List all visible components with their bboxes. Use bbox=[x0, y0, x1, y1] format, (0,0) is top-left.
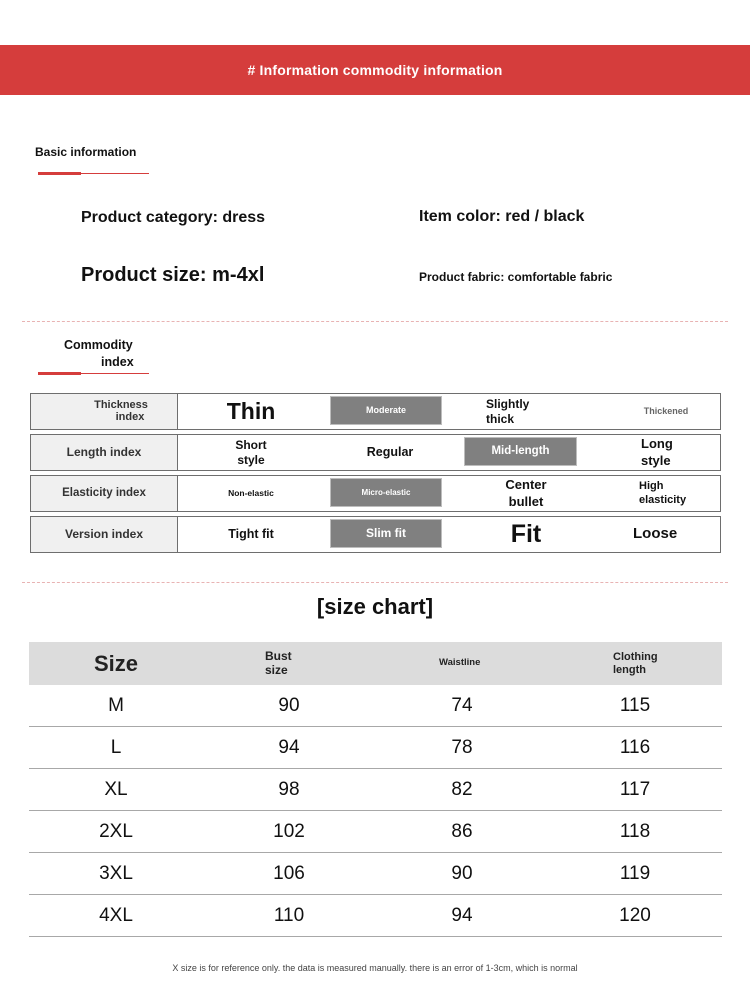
basic-info-heading: Basic information bbox=[35, 145, 137, 159]
option-slim-fit-selected: Slim fit bbox=[330, 519, 442, 548]
center-bullet-line2: bullet bbox=[508, 493, 544, 509]
cell-size: L bbox=[110, 736, 122, 758]
basic-info-underline bbox=[38, 173, 149, 174]
table-row bbox=[29, 727, 722, 769]
header-clothing-length bbox=[613, 642, 658, 685]
slightly-thick-line2: thick bbox=[486, 411, 515, 426]
cell-waist: 94 bbox=[451, 904, 473, 926]
option-micro-elastic-selected: Micro-elastic bbox=[330, 478, 442, 507]
thickness-index-label bbox=[31, 394, 178, 429]
size-chart-title: [size chart] bbox=[316, 594, 434, 619]
table-row bbox=[29, 685, 722, 727]
length-line1: Clothing bbox=[613, 650, 658, 663]
version-index-label: Version index bbox=[31, 517, 178, 552]
banner-title: # Information commodity information bbox=[247, 62, 503, 78]
section-divider-2 bbox=[22, 582, 728, 583]
cell-length: 117 bbox=[619, 778, 651, 800]
commodity-index-underline bbox=[38, 373, 149, 374]
cell-size: 4XL bbox=[99, 904, 133, 926]
commodity-index-heading bbox=[64, 337, 134, 371]
product-size: Product size: m-4xl bbox=[81, 264, 265, 286]
cell-bust: 102 bbox=[273, 820, 305, 842]
cell-size: XL bbox=[104, 778, 128, 800]
option-center-bullet bbox=[486, 476, 566, 511]
thickness-index-row bbox=[30, 393, 721, 430]
cell-waist: 78 bbox=[451, 736, 473, 758]
cell-size: M bbox=[108, 694, 124, 716]
high-elasticity-line2: elasticity bbox=[639, 493, 687, 506]
option-high-elasticity bbox=[639, 476, 709, 511]
table-row bbox=[29, 853, 722, 895]
product-category: Product category: dress bbox=[81, 209, 266, 226]
option-fit: Fit bbox=[510, 519, 542, 548]
cell-waist: 82 bbox=[451, 778, 473, 800]
cell-size: 3XL bbox=[99, 862, 133, 884]
cell-bust: 94 bbox=[278, 736, 300, 758]
cell-waist: 90 bbox=[451, 862, 473, 884]
header-waistline: Waistline bbox=[439, 657, 481, 669]
cell-waist: 86 bbox=[451, 820, 473, 842]
length-line2: length bbox=[613, 663, 646, 676]
cell-bust: 110 bbox=[273, 904, 305, 926]
version-index-row bbox=[30, 516, 721, 553]
elasticity-index-label: Elasticity index bbox=[31, 476, 178, 511]
commodity-label-line1: Commodity bbox=[64, 338, 133, 352]
long-style-line2: style bbox=[641, 452, 671, 468]
commodity-label-line2: index bbox=[101, 355, 134, 369]
long-style-line1: Long bbox=[641, 436, 673, 452]
high-elasticity-line1: High bbox=[639, 479, 664, 492]
option-tight-fit: Tight fit bbox=[228, 526, 274, 541]
bust-line1: Bust bbox=[265, 648, 292, 663]
slightly-thick-line1: Slightly bbox=[486, 396, 530, 411]
center-bullet-line1: Center bbox=[505, 477, 547, 493]
top-banner bbox=[0, 45, 750, 95]
table-row bbox=[29, 811, 722, 853]
cell-length: 120 bbox=[619, 904, 651, 926]
section-divider bbox=[22, 321, 728, 322]
cell-length: 115 bbox=[619, 694, 651, 716]
cell-bust: 90 bbox=[278, 694, 300, 716]
size-table-header bbox=[29, 642, 722, 685]
option-regular: Regular bbox=[366, 444, 414, 459]
thickness-label-line2: index bbox=[115, 410, 145, 423]
item-color: Item color: red / black bbox=[419, 208, 585, 225]
option-loose: Loose bbox=[633, 525, 678, 543]
cell-length: 118 bbox=[619, 820, 651, 842]
option-mid-length-selected: Mid-length bbox=[464, 437, 577, 466]
product-fabric: Product fabric: comfortable fabric bbox=[419, 270, 613, 284]
thickness-label-line1: Thickness bbox=[94, 398, 148, 411]
header-bust-size bbox=[265, 642, 292, 685]
measurement-note: X size is for reference only. the data is measured manually. there is an error of 1-3cm, which is normal bbox=[172, 963, 578, 973]
option-non-elastic: Non-elastic bbox=[228, 488, 274, 499]
cell-size: 2XL bbox=[99, 820, 133, 842]
table-row bbox=[29, 895, 722, 937]
option-thin: Thin bbox=[226, 398, 276, 425]
cell-length: 119 bbox=[619, 862, 651, 884]
length-index-label: Length index bbox=[31, 435, 178, 470]
length-index-row bbox=[30, 434, 721, 471]
option-moderate-selected: Moderate bbox=[330, 396, 442, 425]
cell-bust: 106 bbox=[273, 862, 305, 884]
cell-waist: 74 bbox=[451, 694, 473, 716]
short-style-line1: Short bbox=[235, 437, 267, 452]
cell-bust: 98 bbox=[278, 778, 300, 800]
elasticity-index-row bbox=[30, 475, 721, 512]
cell-length: 116 bbox=[619, 736, 651, 758]
option-slightly-thick bbox=[486, 394, 566, 429]
bust-line2: size bbox=[265, 662, 288, 677]
header-size: Size bbox=[94, 650, 139, 676]
option-thickened: Thickened bbox=[643, 405, 689, 416]
option-long-style bbox=[627, 435, 687, 470]
table-row bbox=[29, 769, 722, 811]
short-style-line2: style bbox=[237, 452, 265, 467]
option-short-style bbox=[191, 435, 311, 470]
